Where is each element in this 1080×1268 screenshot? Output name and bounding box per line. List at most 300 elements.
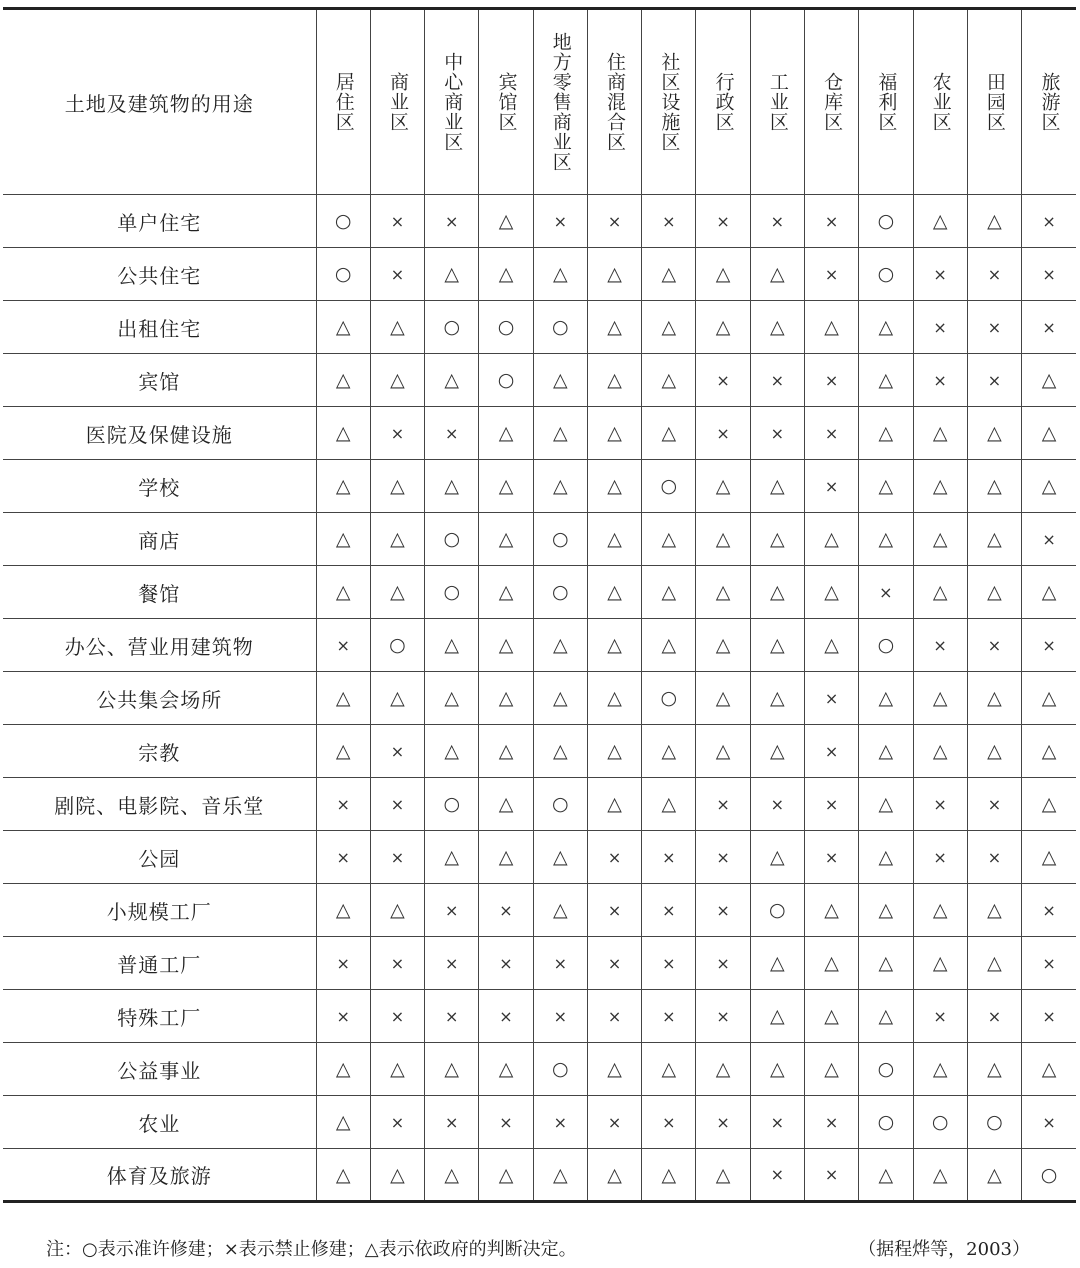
permission-mark-cell: × (804, 248, 858, 301)
permission-mark-cell: × (696, 1096, 750, 1149)
permission-mark-cell: × (425, 937, 479, 990)
permission-mark-cell: × (913, 990, 967, 1043)
permission-mark-cell: × (587, 884, 641, 937)
permission-mark-cell: × (316, 619, 370, 672)
permission-mark-cell: △ (316, 460, 370, 513)
permission-mark-cell: × (967, 990, 1021, 1043)
permission-mark-cell: △ (587, 407, 641, 460)
permission-mark-cell: ○ (859, 1043, 913, 1096)
permission-mark-cell: × (425, 990, 479, 1043)
permission-mark-cell: × (750, 1096, 804, 1149)
permission-mark-cell: × (696, 354, 750, 407)
permission-mark-cell: × (913, 619, 967, 672)
permission-mark-cell: △ (750, 566, 804, 619)
permission-mark-cell: △ (1022, 831, 1076, 884)
permission-mark-cell: △ (642, 354, 696, 407)
permission-mark-cell: × (696, 407, 750, 460)
permission-mark-cell: × (804, 195, 858, 248)
permission-mark-cell: △ (479, 1149, 533, 1202)
permission-mark-cell: × (804, 778, 858, 831)
permission-mark-cell: × (316, 990, 370, 1043)
permission-mark-cell: △ (316, 672, 370, 725)
permission-mark-cell: × (696, 990, 750, 1043)
zone-header-cell: 旅游区 (1022, 9, 1076, 195)
permission-mark-cell: △ (370, 301, 424, 354)
permission-mark-cell: △ (804, 566, 858, 619)
permission-mark-cell: × (370, 831, 424, 884)
permission-mark-cell: △ (642, 248, 696, 301)
permission-mark-cell: △ (913, 513, 967, 566)
permission-mark-cell: △ (316, 884, 370, 937)
permission-mark-cell: ○ (479, 354, 533, 407)
permission-mark-cell: △ (587, 354, 641, 407)
permission-mark-cell: △ (696, 513, 750, 566)
permission-mark-cell: ○ (316, 195, 370, 248)
permission-mark-cell: × (967, 831, 1021, 884)
permission-mark-cell: × (587, 937, 641, 990)
permission-mark-cell: ○ (425, 778, 479, 831)
permission-mark-cell: △ (479, 407, 533, 460)
permission-mark-cell: × (859, 566, 913, 619)
land-use-cell: 农业 (3, 1096, 316, 1149)
permission-mark-cell: ○ (425, 513, 479, 566)
permission-mark-cell: △ (479, 672, 533, 725)
permission-mark-cell: × (533, 195, 587, 248)
permission-mark-cell: △ (967, 884, 1021, 937)
zone-header-cell: 田园区 (967, 9, 1021, 195)
land-use-cell: 商店 (3, 513, 316, 566)
land-use-cell: 办公、营业用建筑物 (3, 619, 316, 672)
permission-mark-cell: × (696, 831, 750, 884)
permission-mark-cell: △ (859, 460, 913, 513)
permission-mark-cell: △ (316, 1149, 370, 1202)
land-use-cell: 单户住宅 (3, 195, 316, 248)
permission-mark-cell: ○ (425, 301, 479, 354)
permission-mark-cell: △ (587, 460, 641, 513)
permission-mark-cell: △ (642, 301, 696, 354)
permission-mark-cell: △ (479, 248, 533, 301)
permission-mark-cell: △ (533, 884, 587, 937)
permission-mark-cell: × (804, 672, 858, 725)
land-use-cell: 公园 (3, 831, 316, 884)
zone-header-cell: 商业区 (370, 9, 424, 195)
permission-mark-cell: △ (967, 407, 1021, 460)
land-use-cell: 体育及旅游 (106, 1164, 212, 1188)
permission-mark-cell: × (804, 460, 858, 513)
permission-mark-cell: △ (642, 619, 696, 672)
permission-mark-cell: ○ (316, 248, 370, 301)
permission-mark-cell: × (967, 619, 1021, 672)
table-row (3, 354, 1076, 407)
permission-mark-cell: △ (642, 513, 696, 566)
permission-mark-cell: △ (425, 672, 479, 725)
permission-mark-cell: △ (533, 672, 587, 725)
permission-mark-cell: △ (859, 407, 913, 460)
permission-mark-cell: △ (967, 1043, 1021, 1096)
permission-mark-cell: △ (696, 619, 750, 672)
permission-mark-cell: △ (479, 513, 533, 566)
table-row (3, 1096, 1076, 1149)
permission-mark-cell: △ (642, 778, 696, 831)
permission-mark-cell: × (425, 1096, 479, 1149)
permission-mark-cell: △ (750, 1043, 804, 1096)
permission-mark-cell: △ (587, 619, 641, 672)
permission-mark-cell: △ (533, 619, 587, 672)
permission-mark-cell: × (804, 407, 858, 460)
permission-mark-cell: ○ (750, 884, 804, 937)
permission-mark-cell: △ (479, 195, 533, 248)
permission-mark-cell: △ (967, 937, 1021, 990)
permission-mark-cell: ○ (642, 460, 696, 513)
permission-mark-cell: △ (370, 1149, 424, 1202)
permission-mark-cell: × (804, 831, 858, 884)
permission-mark-cell: △ (370, 566, 424, 619)
permission-mark-cell: △ (1022, 778, 1076, 831)
permission-mark-cell: × (696, 778, 750, 831)
permission-mark-cell: △ (804, 937, 858, 990)
permission-mark-cell: △ (1022, 566, 1076, 619)
permission-mark-cell: △ (859, 937, 913, 990)
permission-mark-cell: ○ (913, 1096, 967, 1149)
permission-mark-cell: × (913, 354, 967, 407)
zone-header-cell: 中心商业区 (425, 9, 479, 195)
permission-mark-cell: △ (804, 884, 858, 937)
permission-mark-cell: △ (533, 248, 587, 301)
permission-mark-cell: △ (587, 1149, 641, 1202)
permission-mark-cell: △ (967, 513, 1021, 566)
permission-mark-cell: △ (967, 725, 1021, 778)
permission-mark-cell: △ (750, 460, 804, 513)
permission-mark-cell: △ (587, 566, 641, 619)
permission-mark-cell: △ (696, 672, 750, 725)
permission-mark-cell: △ (913, 195, 967, 248)
permission-mark-cell: △ (696, 725, 750, 778)
permission-mark-cell: △ (479, 778, 533, 831)
permission-mark-cell: △ (696, 248, 750, 301)
zone-header-cell: 行政区 (696, 9, 750, 195)
permission-mark-cell: △ (750, 301, 804, 354)
permission-mark-cell: △ (913, 672, 967, 725)
permission-mark-cell: × (642, 195, 696, 248)
permission-mark-cell: × (804, 1096, 858, 1149)
permission-mark-cell: ○ (533, 1043, 587, 1096)
permission-mark-cell: × (1022, 884, 1076, 937)
permission-mark-cell: × (750, 778, 804, 831)
permission-mark-cell: △ (587, 513, 641, 566)
permission-mark-cell: △ (859, 513, 913, 566)
permission-mark-cell: △ (804, 990, 858, 1043)
permission-mark-cell: × (316, 937, 370, 990)
permission-mark-cell: △ (479, 1043, 533, 1096)
land-use-cell: 剧院、电影院、音乐堂 (3, 778, 316, 831)
permission-mark-cell: △ (859, 778, 913, 831)
permission-mark-cell: × (804, 725, 858, 778)
land-use-cell: 特殊工厂 (3, 990, 316, 1043)
permission-mark-cell: △ (859, 1149, 913, 1202)
permission-mark-cell: △ (642, 1149, 696, 1202)
permission-mark-cell: △ (425, 1149, 479, 1202)
land-use-cell: 出租住宅 (3, 301, 316, 354)
permission-mark-cell: × (967, 301, 1021, 354)
permission-mark-cell: × (967, 354, 1021, 407)
corner-header-cell: 土地及建筑物的用途 (3, 9, 316, 195)
permission-mark-cell: △ (316, 566, 370, 619)
permission-mark-cell: △ (859, 884, 913, 937)
permission-mark-cell: △ (913, 725, 967, 778)
legend-footnote: 注：○表示准许修建；×表示禁止修建；△表示依政府的判断决定。 (46, 1239, 577, 1260)
permission-mark-cell: × (642, 990, 696, 1043)
permission-mark-cell: × (1022, 990, 1076, 1043)
land-use-cell: 宾馆 (3, 354, 316, 407)
permission-mark-cell: △ (967, 566, 1021, 619)
permission-mark-cell: △ (425, 248, 479, 301)
permission-mark-cell: △ (370, 1043, 424, 1096)
permission-mark-cell: △ (1022, 725, 1076, 778)
permission-mark-cell: △ (479, 831, 533, 884)
permission-mark-cell: × (1022, 248, 1076, 301)
permission-mark-cell: × (533, 990, 587, 1043)
permission-mark-cell: ○ (859, 1096, 913, 1149)
permission-mark-cell: △ (750, 513, 804, 566)
permission-mark-cell: △ (642, 566, 696, 619)
permission-mark-cell: △ (479, 566, 533, 619)
permission-mark-cell: × (479, 884, 533, 937)
permission-mark-cell: △ (533, 725, 587, 778)
table-row (3, 513, 1076, 566)
header-row (3, 9, 1076, 195)
zone-header-cell: 福利区 (859, 9, 913, 195)
permission-mark-cell: △ (316, 1043, 370, 1096)
table-row (3, 1043, 1076, 1096)
permission-mark-cell: × (425, 195, 479, 248)
zoning-permission-table (3, 7, 1076, 1203)
permission-mark-cell: △ (370, 354, 424, 407)
permission-mark-cell: △ (804, 619, 858, 672)
permission-mark-cell: × (642, 1096, 696, 1149)
permission-mark-cell: ○ (479, 301, 533, 354)
table-body (3, 195, 1076, 1202)
permission-mark-cell: △ (370, 672, 424, 725)
permission-mark-cell: △ (533, 354, 587, 407)
permission-mark-cell: △ (1022, 407, 1076, 460)
permission-mark-cell: △ (967, 460, 1021, 513)
permission-mark-cell: ○ (370, 619, 424, 672)
permission-mark-cell: △ (425, 354, 479, 407)
permission-mark-cell: × (370, 1096, 424, 1149)
zone-header-cell: 宾馆区 (479, 9, 533, 195)
permission-mark-cell: × (750, 195, 804, 248)
table-row (3, 672, 1076, 725)
permission-mark-cell: △ (425, 831, 479, 884)
table-row (3, 990, 1076, 1043)
permission-mark-cell: × (533, 1096, 587, 1149)
permission-mark-cell: △ (425, 460, 479, 513)
permission-mark-cell: △ (913, 460, 967, 513)
permission-mark-cell: × (967, 248, 1021, 301)
land-use-cell: 学校 (3, 460, 316, 513)
permission-mark-cell: × (696, 195, 750, 248)
permission-mark-cell: ○ (967, 1096, 1021, 1149)
zone-header-cell: 农业区 (913, 9, 967, 195)
permission-mark-cell: △ (913, 884, 967, 937)
permission-mark-cell: × (804, 354, 858, 407)
permission-mark-cell: △ (967, 195, 1021, 248)
land-use-cell: 医院及保健设施 (3, 407, 316, 460)
permission-mark-cell: △ (913, 1149, 967, 1202)
permission-mark-cell: × (913, 301, 967, 354)
permission-mark-cell: △ (696, 1043, 750, 1096)
source-citation: （据程烨等，2003） (858, 1239, 1030, 1260)
permission-mark-cell: × (316, 831, 370, 884)
table-row (3, 248, 1076, 301)
permission-mark-cell: △ (425, 1043, 479, 1096)
permission-mark-cell: × (696, 937, 750, 990)
permission-mark-cell: △ (913, 407, 967, 460)
table-row (3, 831, 1076, 884)
permission-mark-cell: △ (533, 460, 587, 513)
permission-mark-cell: × (642, 937, 696, 990)
permission-mark-cell: ○ (533, 301, 587, 354)
permission-mark-cell: ○ (533, 566, 587, 619)
permission-mark-cell: ○ (533, 778, 587, 831)
permission-mark-cell: △ (587, 248, 641, 301)
permission-mark-cell: × (425, 884, 479, 937)
permission-mark-cell: △ (370, 513, 424, 566)
permission-mark-cell: △ (425, 619, 479, 672)
permission-mark-cell: ○ (642, 672, 696, 725)
permission-mark-cell: △ (587, 301, 641, 354)
permission-mark-cell: △ (804, 301, 858, 354)
permission-mark-cell: × (587, 195, 641, 248)
permission-mark-cell: △ (1022, 1043, 1076, 1096)
permission-mark-cell: △ (804, 1043, 858, 1096)
permission-mark-cell: ○ (859, 195, 913, 248)
permission-mark-cell: × (479, 1096, 533, 1149)
permission-mark-cell: △ (750, 672, 804, 725)
zone-header-cell: 社区设施区 (642, 9, 696, 195)
land-use-cell: 宗教 (3, 725, 316, 778)
permission-mark-cell: × (696, 884, 750, 937)
table-row (3, 1149, 1076, 1202)
permission-mark-cell: △ (750, 831, 804, 884)
permission-mark-cell: × (1022, 937, 1076, 990)
permission-mark-cell: × (370, 990, 424, 1043)
zone-header-cell: 住商混合区 (587, 9, 641, 195)
permission-mark-cell: △ (859, 990, 913, 1043)
permission-mark-cell: × (533, 937, 587, 990)
permission-mark-cell: × (316, 778, 370, 831)
permission-mark-cell: × (370, 195, 424, 248)
table-row (3, 619, 1076, 672)
permission-mark-cell: △ (859, 301, 913, 354)
permission-mark-cell: × (750, 407, 804, 460)
table-row (3, 884, 1076, 937)
permission-mark-cell: △ (804, 513, 858, 566)
table-row (3, 725, 1076, 778)
permission-mark-cell: △ (533, 831, 587, 884)
permission-mark-cell: × (587, 831, 641, 884)
permission-mark-cell: △ (316, 1096, 370, 1149)
permission-mark-cell: △ (696, 566, 750, 619)
permission-mark-cell: ○ (1022, 1149, 1076, 1202)
permission-mark-cell: × (370, 937, 424, 990)
table-row (3, 566, 1076, 619)
permission-mark-cell: × (370, 248, 424, 301)
permission-mark-cell: △ (750, 619, 804, 672)
permission-mark-cell: △ (587, 725, 641, 778)
permission-mark-cell: △ (533, 407, 587, 460)
land-use-cell: 公共集会场所 (3, 672, 316, 725)
permission-mark-cell: △ (316, 407, 370, 460)
permission-mark-cell: △ (1022, 354, 1076, 407)
land-use-cell: 公共住宅 (3, 248, 316, 301)
permission-mark-cell: × (750, 1149, 804, 1202)
permission-mark-cell: × (1022, 301, 1076, 354)
permission-mark-cell: × (587, 990, 641, 1043)
permission-mark-cell: × (370, 725, 424, 778)
permission-mark-cell: △ (479, 725, 533, 778)
land-use-cell: 普通工厂 (3, 937, 316, 990)
permission-mark-cell: × (479, 937, 533, 990)
permission-mark-cell: △ (1022, 460, 1076, 513)
permission-mark-cell: △ (696, 1149, 750, 1202)
permission-mark-cell: ○ (425, 566, 479, 619)
permission-mark-cell: × (1022, 619, 1076, 672)
permission-mark-cell: △ (1022, 672, 1076, 725)
permission-mark-cell: △ (913, 937, 967, 990)
permission-mark-cell: × (587, 1096, 641, 1149)
permission-mark-cell: △ (370, 460, 424, 513)
table-row (3, 195, 1076, 248)
permission-mark-cell: △ (913, 1043, 967, 1096)
permission-mark-cell: △ (859, 354, 913, 407)
permission-mark-cell: × (370, 778, 424, 831)
permission-mark-cell: × (479, 990, 533, 1043)
permission-mark-cell: △ (696, 301, 750, 354)
permission-mark-cell: △ (642, 407, 696, 460)
permission-mark-cell: × (1022, 513, 1076, 566)
permission-mark-cell: △ (750, 990, 804, 1043)
permission-mark-cell: △ (696, 460, 750, 513)
permission-mark-cell: △ (859, 672, 913, 725)
permission-mark-cell: × (642, 884, 696, 937)
permission-mark-cell: △ (370, 884, 424, 937)
table-row (3, 407, 1076, 460)
permission-mark-cell: △ (642, 1043, 696, 1096)
land-use-cell: 公益事业 (3, 1043, 316, 1096)
permission-mark-cell: × (913, 831, 967, 884)
permission-mark-cell: × (967, 778, 1021, 831)
table-row (3, 937, 1076, 990)
zone-header-cell: 地方零售商业区 (533, 9, 587, 195)
permission-mark-cell: △ (316, 301, 370, 354)
permission-mark-cell: △ (967, 672, 1021, 725)
permission-mark-cell: △ (859, 831, 913, 884)
permission-mark-cell: × (1022, 1096, 1076, 1149)
permission-mark-cell: △ (533, 1149, 587, 1202)
permission-mark-cell: △ (859, 725, 913, 778)
table-row (3, 778, 1076, 831)
permission-mark-cell: × (913, 778, 967, 831)
permission-mark-cell: △ (750, 725, 804, 778)
permission-mark-cell: × (425, 407, 479, 460)
zone-header-cell: 工业区 (750, 9, 804, 195)
table-row (3, 460, 1076, 513)
permission-mark-cell: × (370, 407, 424, 460)
permission-mark-cell: △ (750, 248, 804, 301)
table-row (3, 301, 1076, 354)
permission-mark-cell: △ (479, 460, 533, 513)
